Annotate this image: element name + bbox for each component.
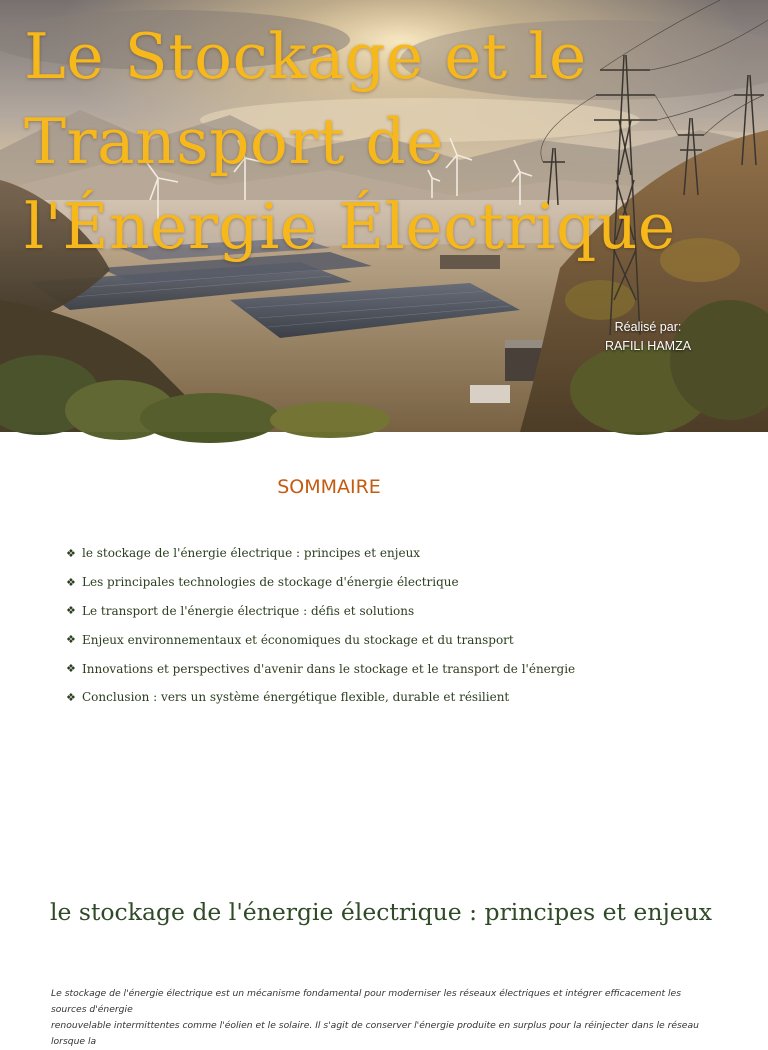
toc-item-label: Conclusion : vers un système énergétique flexible, durable et résilient xyxy=(82,690,510,705)
toc-item xyxy=(66,539,575,568)
toc-item-label: Innovations et perspectives d'avenir dans le stockage et le transport de l'énergie xyxy=(82,661,576,676)
toc-item xyxy=(66,625,575,654)
toc-item-label: Enjeux environnementaux et économiques du stockage et du transport xyxy=(82,632,514,647)
section-heading: le stockage de l'énergie électrique : principes et enjeux xyxy=(50,898,713,926)
page-title xyxy=(24,14,764,269)
diamond-bullet-icon: ❖ xyxy=(66,546,76,560)
title-line: Transport de xyxy=(24,105,444,178)
body-line: Le stockage de l'énergie électrique est un mécanisme fondamental pour moderniser les réseaux électriques et intégrer efficacement les sources d'énergie xyxy=(51,988,681,1015)
diamond-bullet-icon: ❖ xyxy=(66,633,76,647)
author-credit xyxy=(600,318,696,356)
toc-item xyxy=(66,597,575,626)
toc-item xyxy=(66,568,575,597)
diamond-bullet-icon: ❖ xyxy=(66,575,76,589)
hero-banner xyxy=(0,0,768,432)
toc-item-label: Les principales technologies de stockage d'énergie électrique xyxy=(82,575,459,590)
toc-title: SOMMAIRE xyxy=(277,476,381,498)
author-name: RAFILI HAMZA xyxy=(604,339,692,353)
section-body xyxy=(51,986,719,1050)
body-line: renouvelable intermittentes comme l'éolien et le solaire. Il s'agit de conserver l'énergie produite en surplus pour la réinjecter dans le réseau lorsque la xyxy=(51,1020,699,1047)
diamond-bullet-icon: ❖ xyxy=(66,662,76,676)
diamond-bullet-icon: ❖ xyxy=(66,604,76,618)
toc-item-label: Le transport de l'énergie électrique : défis et solutions xyxy=(82,603,415,618)
credit-label: Réalisé par: xyxy=(614,320,682,334)
toc-item-label: le stockage de l'énergie électrique : principes et enjeux xyxy=(82,546,421,561)
toc-list xyxy=(66,539,575,712)
title-line: l'Énergie Électrique xyxy=(24,190,676,263)
diamond-bullet-icon: ❖ xyxy=(66,690,76,704)
toc-item xyxy=(66,683,575,712)
toc-item xyxy=(66,654,575,683)
title-line: Le Stockage et le xyxy=(24,20,587,93)
